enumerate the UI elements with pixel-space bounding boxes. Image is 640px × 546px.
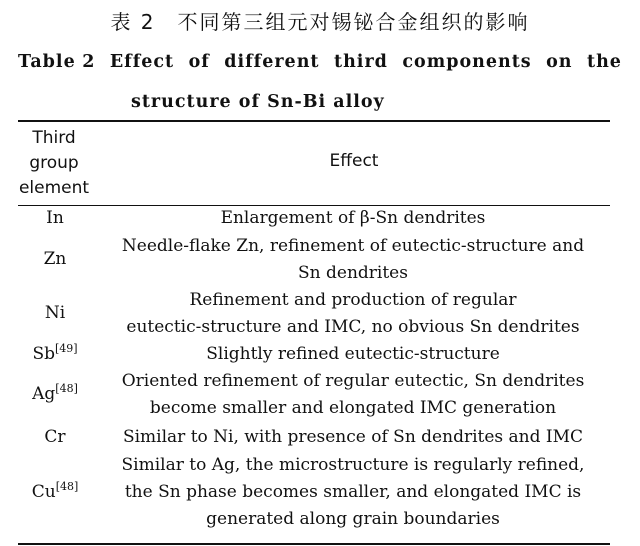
- caption-word: Table: [18, 52, 76, 72]
- effect-line: Sn dendrites: [298, 263, 408, 283]
- element-symbol: Ag: [32, 384, 56, 404]
- effect-line: become smaller and elongated IMC generation: [149, 398, 557, 418]
- element-ref: [48]: [55, 382, 78, 395]
- effect-line: Needle-flake Zn, refinement of eutectic-structure and: [121, 236, 585, 256]
- effect-line: the Sn phase becomes smaller, and elongated IMC is: [124, 482, 582, 502]
- caption-word: Effect: [109, 52, 175, 72]
- row-effect-ag: [96, 368, 610, 422]
- row-effect-cr: [96, 424, 610, 451]
- effect-line: Slightly refined eutectic-structure: [206, 344, 500, 364]
- row-effect-ni: [96, 287, 610, 341]
- table-bottom-rule: [18, 543, 610, 545]
- caption-word: different: [224, 52, 320, 72]
- row-element-sb: [18, 341, 92, 368]
- caption-word: 2: [82, 52, 96, 72]
- effect-line: eutectic-structure and IMC, no obvious Sn dendrites: [126, 317, 580, 337]
- row-effect-zn: [96, 233, 610, 287]
- row-effect-cu: [96, 452, 610, 533]
- row-element-cu: [18, 479, 92, 506]
- header-line: group: [29, 153, 79, 173]
- table-caption-english-line2: structure of Sn-Bi alloy: [131, 92, 385, 112]
- table-top-rule: [18, 120, 610, 122]
- effect-line: generated along grain boundaries: [206, 509, 500, 529]
- caption-word: the: [587, 52, 622, 72]
- element-symbol: Cu: [31, 482, 56, 502]
- table-caption-chinese: 表 2 不同第三组元对锡铋合金组织的影响: [110, 10, 530, 34]
- element-ref: [48]: [55, 480, 79, 493]
- element-symbol: Ni: [44, 303, 66, 323]
- header-line: Third: [32, 128, 76, 148]
- caption-word: of: [188, 52, 210, 72]
- row-element-ni: [18, 300, 92, 327]
- header-effect: Effect: [329, 151, 379, 171]
- element-symbol: Zn: [43, 249, 67, 269]
- effect-line: Refinement and production of regular: [189, 290, 517, 310]
- element-symbol: Cr: [44, 427, 66, 447]
- effect-line: Enlargement of β-Sn dendrites: [220, 208, 486, 228]
- element-ref: [49]: [54, 342, 78, 355]
- caption-word: on: [546, 52, 573, 72]
- effect-line: Similar to Ag, the microstructure is regularly refined,: [121, 455, 585, 475]
- caption-word: third: [333, 52, 388, 72]
- row-element-cr: [18, 424, 92, 451]
- effect-line: Oriented refinement of regular eutectic, Sn dendrites: [121, 371, 585, 391]
- header-line: element: [18, 178, 90, 198]
- element-symbol: In: [46, 208, 64, 228]
- row-element-in: [18, 205, 92, 232]
- element-symbol: Sb: [32, 344, 55, 364]
- effect-line: Similar to Ni, with presence of Sn dendrites and IMC: [122, 427, 584, 447]
- row-effect-sb: [96, 341, 610, 368]
- row-element-zn: [18, 246, 92, 273]
- row-element-ag: [18, 381, 92, 408]
- table-caption-english-line1: [18, 52, 622, 72]
- row-effect-in: [96, 205, 610, 232]
- caption-word: components: [402, 52, 532, 72]
- header-third-group-element: [18, 126, 90, 201]
